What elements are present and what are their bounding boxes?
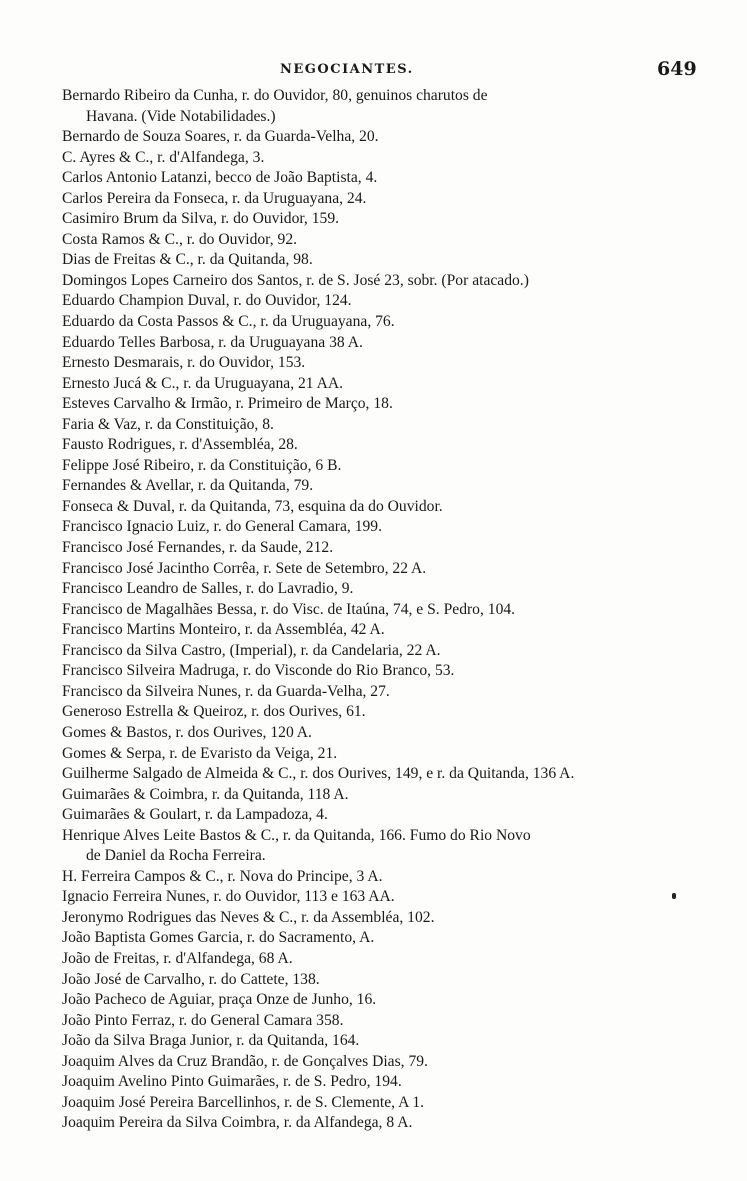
entry-line: Bernardo de Souza Soares, r. da Guarda-Velha, 20. [62,128,379,146]
entry-line: Fonseca & Duval, r. da Quitanda, 73, esquina da do Ouvidor. [62,497,443,515]
entry-line: João José de Carvalho, r. do Cattete, 138. [62,970,320,988]
entry-line: Eduardo Champion Duval, r. do Ouvidor, 124. [62,292,352,310]
running-head: NEGOCIANTES. [280,62,414,77]
entry-line: Joaquim Avelino Pinto Guimarães, r. de S. Pedro, 194. [62,1073,402,1091]
entry-line: João de Freitas, r. d'Alfandega, 68 A. [62,949,293,967]
entry-line: Henrique Alves Leite Bastos & C., r. da Quitanda, 166. Fumo do Rio Novo [62,826,531,844]
entry-line: Gomes & Serpa, r. de Evaristo da Veiga, 21. [62,744,338,762]
entry-line-continuation: de Daniel da Rocha Ferreira. [86,847,266,865]
entry-line: João Pacheco de Aguiar, praça Onze de Junho, 16. [62,991,377,1009]
entry-line: H. Ferreira Campos & C., r. Nova do Principe, 3 A. [62,867,383,885]
entry-line: Francisco Silveira Madruga, r. do Visconde do Rio Branco, 53. [62,662,455,680]
entry-line: Jeronymo Rodrigues das Neves & C., r. da Assembléa, 102. [62,908,435,926]
entry-line: Francisco de Magalhães Bessa, r. do Visc. de Itaúna, 74, e S. Pedro, 104. [62,600,516,618]
entry-line: Francisco da Silveira Nunes, r. da Guarda-Velha, 27. [62,682,390,700]
entry-line: Joaquim Alves da Cruz Brandão, r. de Gonçalves Dias, 79. [62,1052,428,1070]
entry-line: João Baptista Gomes Garcia, r. do Sacramento, A. [62,929,375,947]
entry-line: Fernandes & Avellar, r. da Quitanda, 79. [62,477,314,495]
entry-line: Eduardo da Costa Passos & C., r. da Uruguayana, 76. [62,313,395,331]
entry-line: Joaquim Pereira da Silva Coimbra, r. da Alfandega, 8 A. [62,1114,413,1132]
entry-line: Guimarães & Coimbra, r. da Quitanda, 118 A. [62,785,349,803]
entry-line: Generoso Estrella & Queiroz, r. dos Ourives, 61. [62,703,366,721]
entry-line: Francisco José Jacintho Corrêa, r. Sete de Setembro, 22 A. [62,559,427,577]
entry-line: Gomes & Bastos, r. dos Ourives, 120 A. [62,723,312,741]
page-number: 649 [657,58,697,80]
entry-line: Ernesto Jucá & C., r. da Uruguayana, 21 AA. [62,374,344,392]
entry-line: Ignacio Ferreira Nunes, r. do Ouvidor, 113 e 163 AA. [62,888,395,906]
entry-line: Costa Ramos & C., r. do Ouvidor, 92. [62,230,298,248]
entry-line: Francisco Ignacio Luiz, r. do General Camara, 199. [62,518,382,536]
entry-line: Eduardo Telles Barbosa, r. da Uruguayana 38 A. [62,333,363,351]
entry-line: Guilherme Salgado de Almeida & C., r. dos Ourives, 149, e r. da Quitanda, 136 A. [62,765,575,783]
entry-line: Francisco José Fernandes, r. da Saude, 212. [62,539,334,557]
entry-line: Fausto Rodrigues, r. d'Assembléa, 28. [62,436,298,454]
entry-line-continuation: Havana. (Vide Notabilidades.) [86,107,276,125]
entry-line: Carlos Pereira da Fonseca, r. da Uruguayana, 24. [62,189,367,207]
entry-line: Carlos Antonio Latanzi, becco de João Baptista, 4. [62,169,378,187]
directory-entries [62,86,712,1134]
entry-line: Ernesto Desmarais, r. do Ouvidor, 153. [62,354,306,372]
entry-line: C. Ayres & C., r. d'Alfandega, 3. [62,148,265,166]
entry-line: Domingos Lopes Carneiro dos Santos, r. de S. José 23, sobr. (Por atacado.) [62,271,529,289]
entry-line: Casimiro Brum da Silva, r. do Ouvidor, 159. [62,210,340,228]
entry-line: Felippe José Ribeiro, r. da Constituição, 6 B. [62,456,342,474]
ink-dot-mark [672,893,676,899]
entry-line: João da Silva Braga Junior, r. da Quitanda, 164. [62,1032,360,1050]
entry-line: Guimarães & Goulart, r. da Lampadoza, 4. [62,806,328,824]
entry-line: Francisco Martins Monteiro, r. da Assembléa, 42 A. [62,621,385,639]
entry-line: Dias de Freitas & C., r. da Quitanda, 98. [62,251,313,269]
entry-line: João Pinto Ferraz, r. do General Camara 358. [62,1011,344,1029]
entry-line: Francisco Leandro de Salles, r. do Lavradio, 9. [62,580,354,598]
entry-line: Bernardo Ribeiro da Cunha, r. do Ouvidor, 80, genuinos charutos de [62,87,488,104]
entry-line: Francisco da Silva Castro, (Imperial), r. da Candelaria, 22 A. [62,641,441,659]
entry-line: Joaquim José Pereira Barcellinhos, r. de S. Clemente, A 1. [62,1093,425,1111]
entry-line: Faria & Vaz, r. da Constituição, 8. [62,415,274,433]
entry-line: Esteves Carvalho & Irmão, r. Primeiro de Março, 18. [62,395,393,413]
